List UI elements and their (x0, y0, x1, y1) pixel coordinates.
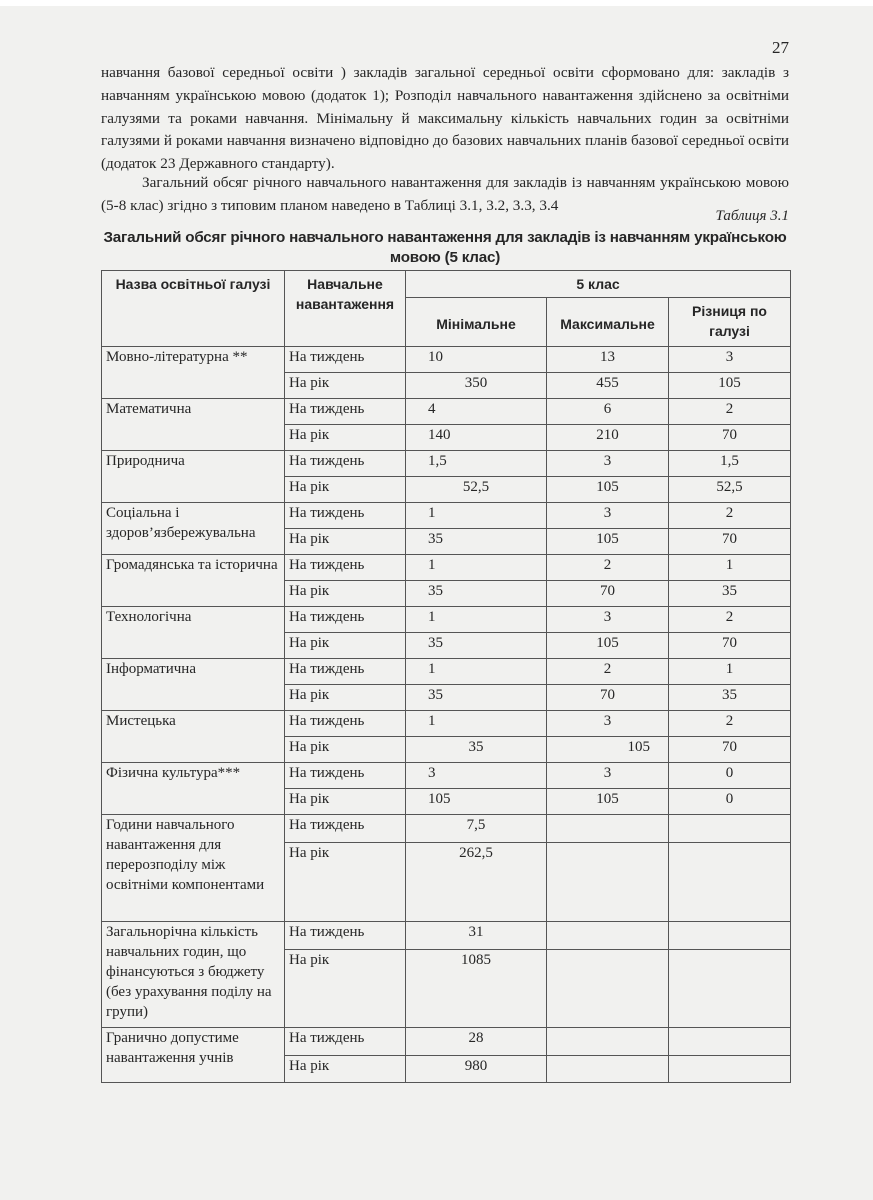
max-value: 2 (547, 555, 669, 581)
min-value: 28 (406, 1028, 547, 1056)
min-value: 31 (406, 922, 547, 950)
header-load: Навчальне навантаження (285, 271, 406, 347)
min-value: 1 (406, 607, 547, 633)
table-row (102, 711, 791, 737)
min-value: 35 (406, 529, 547, 555)
max-value (547, 922, 669, 950)
diff-value: 70 (669, 633, 791, 659)
diff-value: 2 (669, 399, 791, 425)
max-value: 3 (547, 451, 669, 477)
table-row (102, 659, 791, 685)
max-value (547, 843, 669, 922)
load-type: На тиждень (285, 922, 406, 950)
diff-value: 2 (669, 503, 791, 529)
diff-value: 1 (669, 555, 791, 581)
header-diff: Різниця по галузі (669, 298, 791, 347)
header-max: Максимальне (547, 298, 669, 347)
load-type: На рік (285, 950, 406, 1028)
table-row (102, 922, 791, 950)
min-value: 350 (406, 373, 547, 399)
diff-value: 0 (669, 763, 791, 789)
diff-value (669, 815, 791, 843)
load-type: На тиждень (285, 555, 406, 581)
max-value (547, 1056, 669, 1083)
diff-value: 35 (669, 581, 791, 607)
table-row (102, 1028, 791, 1056)
load-type: На рік (285, 581, 406, 607)
load-type: На тиждень (285, 763, 406, 789)
max-value: 6 (547, 399, 669, 425)
max-value: 105 (547, 737, 669, 763)
max-value (547, 950, 669, 1028)
page-number: 27 (772, 38, 789, 57)
min-value: 4 (406, 399, 547, 425)
load-type: На рік (285, 737, 406, 763)
area-name: Математична (102, 399, 285, 451)
max-value: 2 (547, 659, 669, 685)
min-value: 10 (406, 347, 547, 373)
min-value: 35 (406, 685, 547, 711)
load-type: На рік (285, 425, 406, 451)
area-name: Соціальна і здоров’язбережувальна (102, 503, 285, 555)
diff-value: 0 (669, 789, 791, 815)
body-paragraph-1: навчання базової середньої освіти ) закладів загальної середньої освіти сформовано для: закладів з навчанням українською мовою (додаток 1); Розподіл навчального навантаження здійснено за освітніми галузями та роками навчання. Мінімальну й максимальну кількість навчальних годин за освітніми галузями й роками навчання визначено відповідно до базових навчальних планів базової середньої освіти (додаток 23 Державного стандарту). (101, 64, 789, 173)
area-name: Гранично допустиме навантаження учнів (102, 1028, 285, 1083)
diff-value: 2 (669, 711, 791, 737)
table-row (102, 763, 791, 789)
max-value: 105 (547, 477, 669, 503)
load-type: На тиждень (285, 503, 406, 529)
min-value: 140 (406, 425, 547, 451)
diff-value (669, 950, 791, 1028)
max-value: 3 (547, 763, 669, 789)
max-value (547, 1028, 669, 1056)
max-value: 3 (547, 503, 669, 529)
load-type: На рік (285, 477, 406, 503)
diff-value: 35 (669, 685, 791, 711)
table-row (102, 607, 791, 633)
area-name: Години навчального навантаження для перерозподілу між освітніми компонентами (102, 815, 285, 922)
max-value: 3 (547, 607, 669, 633)
max-value: 105 (547, 529, 669, 555)
diff-value (669, 922, 791, 950)
min-value: 262,5 (406, 843, 547, 922)
min-value: 35 (406, 737, 547, 763)
area-name: Громадянська та історична (102, 555, 285, 607)
area-name: Мовно-літературна ** (102, 347, 285, 399)
area-name: Природнича (102, 451, 285, 503)
load-type: На рік (285, 633, 406, 659)
area-name: Технологічна (102, 607, 285, 659)
min-value: 1 (406, 503, 547, 529)
table-title: Загальний обсяг річного навчального навантаження для закладів із навчанням українською мовою (5 клас) (103, 229, 787, 266)
min-value: 35 (406, 581, 547, 607)
max-value: 13 (547, 347, 669, 373)
load-type: На тиждень (285, 711, 406, 737)
diff-value: 70 (669, 529, 791, 555)
area-name: Інформатична (102, 659, 285, 711)
max-value: 3 (547, 711, 669, 737)
table-row (102, 399, 791, 425)
table-row (102, 555, 791, 581)
area-name: Фізична культура*** (102, 763, 285, 815)
load-type: На тиждень (285, 347, 406, 373)
table-row (102, 451, 791, 477)
min-value: 1 (406, 711, 547, 737)
load-type: На тиждень (285, 607, 406, 633)
diff-value: 2 (669, 607, 791, 633)
max-value: 210 (547, 425, 669, 451)
max-value: 105 (547, 633, 669, 659)
min-value: 3 (406, 763, 547, 789)
min-value: 52,5 (406, 477, 547, 503)
min-value: 980 (406, 1056, 547, 1083)
min-value: 1 (406, 659, 547, 685)
min-value: 1,5 (406, 451, 547, 477)
diff-value: 1 (669, 659, 791, 685)
load-type: На рік (285, 529, 406, 555)
body-paragraph-2: Загальний обсяг річного навчального навантаження для закладів із навчанням українською мовою (5-8 клас) згідно з типовим планом наведено в Таблиці 3.1, 3.2, 3.3, 3.4 (101, 174, 789, 214)
header-min: Мінімальне (406, 298, 547, 347)
header-area: Назва освітньої галузі (102, 271, 285, 347)
diff-value: 105 (669, 373, 791, 399)
max-value: 455 (547, 373, 669, 399)
area-name: Загальнорічна кількість навчальних годин, що фінансуються з бюджету (без урахування поділу на групи) (102, 922, 285, 1028)
diff-value: 1,5 (669, 451, 791, 477)
min-value: 35 (406, 633, 547, 659)
diff-value (669, 843, 791, 922)
scan-top-edge (0, 0, 873, 6)
load-type: На тиждень (285, 451, 406, 477)
min-value: 7,5 (406, 815, 547, 843)
table-row (102, 503, 791, 529)
diff-value (669, 1028, 791, 1056)
max-value: 70 (547, 581, 669, 607)
diff-value: 3 (669, 347, 791, 373)
min-value: 105 (406, 789, 547, 815)
diff-value: 52,5 (669, 477, 791, 503)
load-type: На тиждень (285, 659, 406, 685)
load-type: На тиждень (285, 1028, 406, 1056)
load-type: На рік (285, 1056, 406, 1083)
diff-value: 70 (669, 425, 791, 451)
load-type: На рік (285, 789, 406, 815)
load-type: На тиждень (285, 815, 406, 843)
min-value: 1 (406, 555, 547, 581)
table-row (102, 347, 791, 373)
area-name: Мистецька (102, 711, 285, 763)
max-value: 105 (547, 789, 669, 815)
min-value: 1085 (406, 950, 547, 1028)
table-row (102, 815, 791, 843)
diff-value: 70 (669, 737, 791, 763)
load-type: На рік (285, 373, 406, 399)
header-grade: 5 клас (406, 271, 791, 298)
table-label: Таблиця 3.1 (715, 208, 789, 224)
load-type: На тиждень (285, 399, 406, 425)
study-load-table (101, 270, 791, 1083)
max-value (547, 815, 669, 843)
diff-value (669, 1056, 791, 1083)
load-type: На рік (285, 685, 406, 711)
load-type: На рік (285, 843, 406, 922)
max-value: 70 (547, 685, 669, 711)
